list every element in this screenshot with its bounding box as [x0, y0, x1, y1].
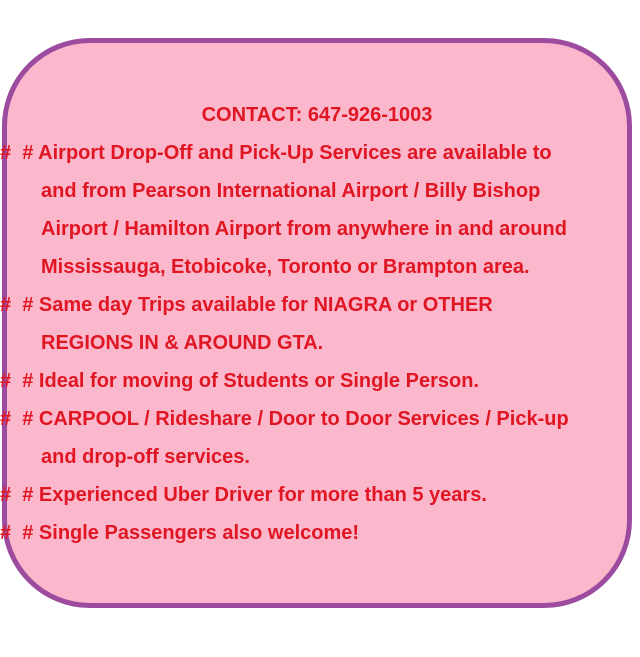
- bullet-sameday-line-1: # # Same day Trips available for NIAGRA or OTHER: [0, 294, 493, 316]
- flyer-card: [2, 38, 632, 608]
- bullet-moving-line-1: # # Ideal for moving of Students or Single Person.: [0, 370, 479, 392]
- bullet-airport-line-3: Airport / Hamilton Airport from anywhere in and around: [41, 218, 567, 240]
- contact-title: CONTACT: 647-926-1003: [201, 104, 433, 126]
- bullet-airport-line-2: and from Pearson International Airport / Billy Bishop: [41, 180, 541, 202]
- bullet-single-passengers-line-1: # # Single Passengers also welcome!: [0, 522, 360, 544]
- bullet-carpool-line-1: # # CARPOOL / Rideshare / Door to Door Services / Pick-up: [0, 408, 569, 430]
- bullet-uber-line-1: # # Experienced Uber Driver for more than 5 years.: [0, 484, 487, 506]
- bullet-sameday-line-2: REGIONS IN & AROUND GTA.: [41, 332, 324, 354]
- flyer-content: [0, 43, 627, 552]
- bullet-airport-line-1: # # Airport Drop-Off and Pick-Up Services are available to: [0, 142, 552, 164]
- bullet-airport-line-4: Mississauga, Etobicoke, Toronto or Brampton area.: [41, 256, 530, 278]
- bullet-carpool-line-2: and drop-off services.: [41, 446, 250, 468]
